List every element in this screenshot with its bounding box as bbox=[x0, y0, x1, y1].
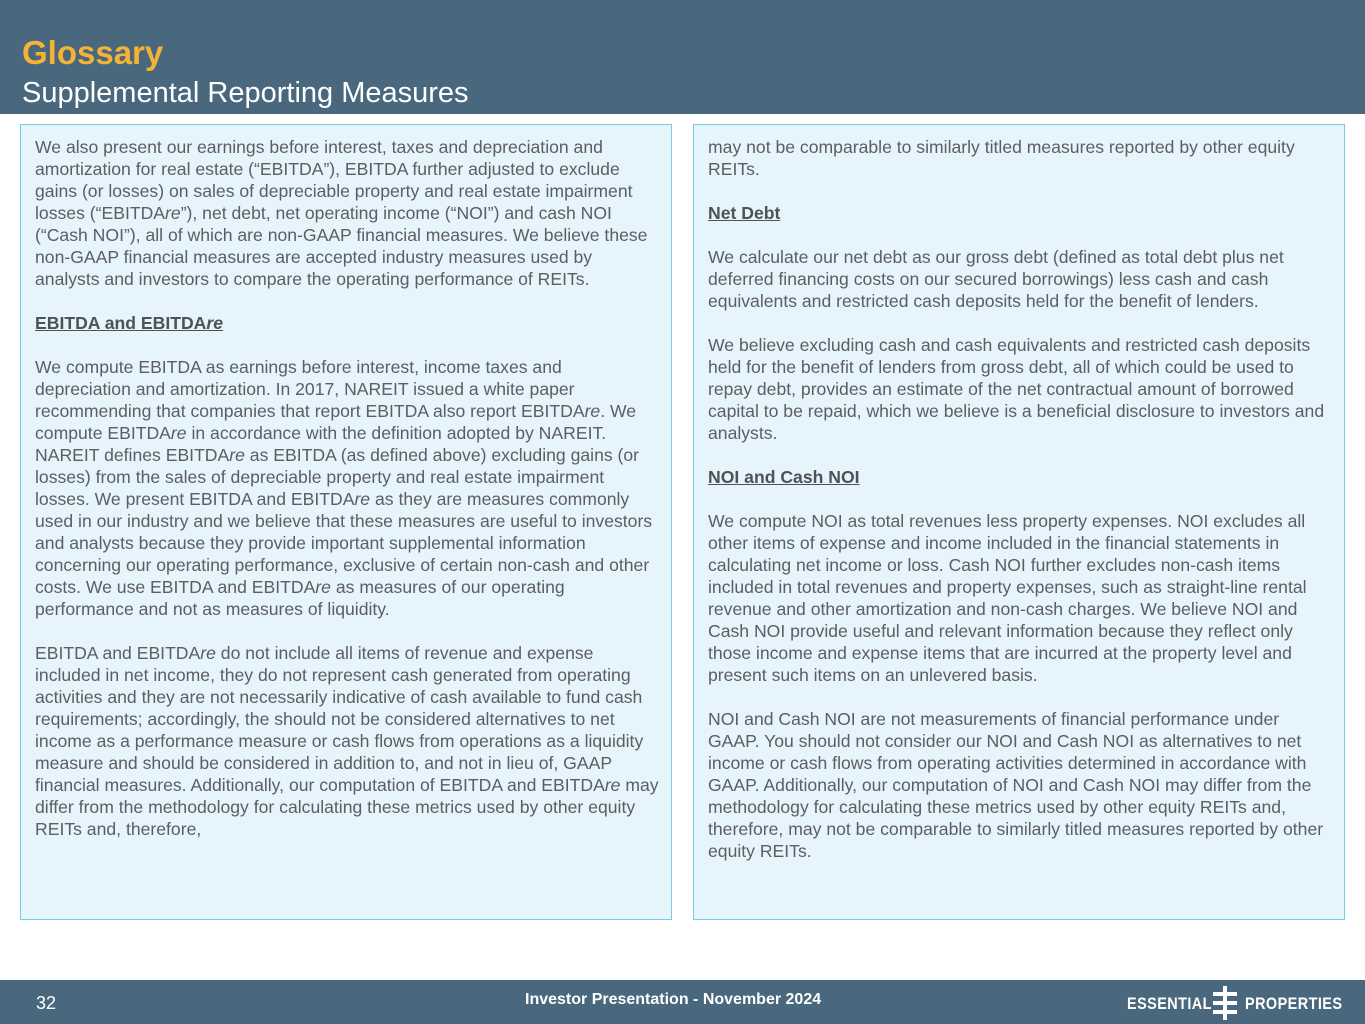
ebitda-limitations-paragraph: EBITDA and EBITDAre do not include all items of revenue and expense included in net income, they do not represent cash generated from operating activities and they are not necessarily indicative of cash available to fund cash requirements; accordingly, the should not be considered alternatives to net income as a performance measure or cash flows from operations as a liquidity measure and should be considered in addition to, and not in lieu of, GAAP financial measures. Additionally, our computation of EBITDA and EBITDAre may differ from the methodology for calculating these metrics used by other equity REITs and, therefore, bbox=[35, 643, 659, 839]
logo-word-essential: ESSENTIAL bbox=[1127, 994, 1212, 1013]
noi-heading: NOI and Cash NOI bbox=[708, 467, 860, 487]
net-debt-heading: Net Debt bbox=[708, 203, 781, 223]
page-title: Glossary bbox=[22, 34, 164, 71]
left-text-panel bbox=[20, 124, 672, 920]
noi-limitations-paragraph: NOI and Cash NOI are not measurements of financial performance under GAAP. You should not consider our NOI and Cash NOI as alternatives to net income or cash flows from operating activities determined in accordance with GAAP. Additionally, our computation of NOI and Cash NOI may differ from the methodology for calculating these metrics used by other equity REITs and, therefore, may not be comparable to similarly titled measures reported by other equity REITs. bbox=[708, 709, 1324, 861]
company-logo bbox=[1127, 986, 1343, 1020]
intro-paragraph: We also present our earnings before interest, taxes and depreciation and amortization for real estate (“EBITDA”), EBITDA further adjusted to exclude gains (or losses) on sales of depreciable property and real estate impairment losses (“EBITDAre”), net debt, net operating income (“NOI”) and cash NOI (“Cash NOI”), all of which are non-GAAP financial measures. We believe these non-GAAP financial measures are accepted industry measures used by analysts and investors to compare the operating performance of REITs. bbox=[35, 137, 648, 289]
header-bar bbox=[0, 0, 1365, 114]
right-text-panel bbox=[693, 124, 1345, 920]
page-number: 32 bbox=[36, 993, 57, 1013]
logo-word-properties: PROPERTIES bbox=[1245, 994, 1343, 1013]
footer-bar bbox=[0, 980, 1365, 1024]
noi-definition-paragraph: We compute NOI as total revenues less property expenses. NOI excludes all other items of expense and income included in the financial statements in calculating net income or loss. Cash NOI further excludes non-cash items included in total revenues and property expenses, such as straight-line rental revenue and other amortization and non-cash charges. We believe NOI and Cash NOI provide useful and relevant information because they reflect only those income and expense items that are incurred at the property level and present such items on an unlevered basis. bbox=[708, 511, 1307, 685]
net-debt-rationale-paragraph: We believe excluding cash and cash equivalents and restricted cash deposits held for the benefit of lenders from gross debt, all of which could be used to repay debt, provides an estimate of the net contractual amount of borrowed capital to be repaid, which we believe is a beneficial disclosure to investors and analysts. bbox=[708, 335, 1325, 443]
net-debt-definition-paragraph: We calculate our net debt as our gross debt (defined as total debt plus net deferred financing costs on our secured borrowings) less cash and cash equivalents and restricted cash deposits held for the benefit of lenders. bbox=[708, 247, 1284, 311]
presentation-label: Investor Presentation - November 2024 bbox=[525, 991, 822, 1008]
essential-properties-logo-icon bbox=[1211, 986, 1239, 1020]
page-subtitle: Supplemental Reporting Measures bbox=[22, 77, 469, 109]
ebitda-definition-paragraph: We compute EBITDA as earnings before interest, income taxes and depreciation and amortization. In 2017, NAREIT issued a white paper recommending that companies that report EBITDA also report EBITDAre. We compute EBITDAre in accordance with the definition adopted by NAREIT. NAREIT defines EBITDAre as EBITDA (as defined above) excluding gains (or losses) from the sales of depreciable property and real estate impairment losses. We present EBITDA and EBITDAre as they are measures commonly used in our industry and we believe that these measures are useful to investors and analysts because they provide important supplemental information concerning our operating performance, exclusive of certain non-cash and other costs. We use EBITDA and EBITDAre as measures of our operating performance and not as measures of liquidity. bbox=[35, 357, 653, 619]
continuation-paragraph: may not be comparable to similarly titled measures reported by other equity REITs. bbox=[708, 137, 1295, 179]
ebitda-heading: EBITDA and EBITDAre bbox=[35, 313, 224, 333]
